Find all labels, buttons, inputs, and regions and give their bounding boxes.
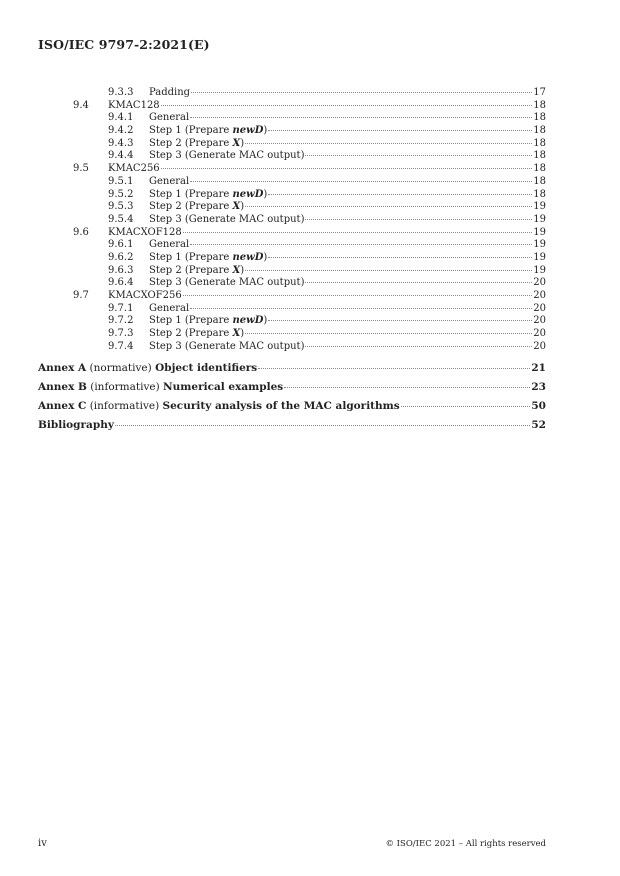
dot-leader [258, 368, 530, 369]
dot-leader [305, 282, 532, 283]
annex-title [38, 378, 283, 397]
toc-entry-title-text: Step 1 (Prepare [149, 188, 233, 200]
toc-entry[interactable] [38, 227, 546, 240]
toc-entry-page: 19 [533, 251, 546, 263]
annex-label: Bibliography [38, 418, 114, 431]
toc-entry-number: 9.4.3 [108, 137, 134, 149]
toc-entry-number: 9.6.1 [108, 239, 134, 251]
toc-entry-title [149, 315, 267, 328]
toc-entry-title [108, 290, 182, 303]
toc-entry-title-suffix: ) [240, 264, 245, 276]
toc-entry-title [108, 227, 182, 240]
annex-name: Numerical examples [163, 381, 284, 394]
toc-entry-title [108, 100, 160, 113]
toc-entry[interactable] [38, 277, 546, 290]
dot-leader [268, 257, 532, 258]
toc-entry-title-text: Step 1 (Prepare [149, 125, 233, 137]
toc-entry-title-text: KMAC256 [108, 163, 160, 175]
toc-entry[interactable] [38, 303, 546, 316]
toc-entry-title-text: Step 2 (Prepare [149, 328, 233, 340]
toc-annex-entry[interactable] [38, 359, 546, 378]
toc-entry[interactable] [38, 214, 546, 227]
toc-entry-page: 18 [533, 163, 546, 175]
toc-entry-title-text: Step 1 (Prepare [149, 315, 233, 327]
toc-entry[interactable] [38, 87, 546, 100]
toc-entry[interactable] [38, 138, 546, 151]
toc-entry-title-text: Step 2 (Prepare [149, 264, 233, 276]
toc-entry-page: 20 [533, 315, 546, 327]
toc-entry[interactable] [38, 290, 546, 303]
toc-entry-number: 9.4.2 [108, 125, 134, 137]
toc-entry-number: 9.4.1 [108, 112, 134, 124]
annex-page: 52 [531, 418, 546, 431]
dot-leader [161, 168, 533, 169]
toc-annex-entry[interactable] [38, 378, 546, 397]
dot-leader [305, 346, 532, 347]
toc-entry-title-text: General [149, 239, 190, 251]
toc-entry-variable: newD [232, 125, 264, 137]
toc-entry-number: 9.7.3 [108, 328, 134, 340]
toc-entry[interactable] [38, 150, 546, 163]
toc-entry-page: 18 [533, 175, 546, 187]
dot-leader [190, 308, 532, 309]
annex-page: 23 [531, 381, 546, 394]
annex-page: 50 [531, 399, 546, 412]
toc-annex-entry[interactable] [38, 416, 546, 435]
dot-leader [305, 155, 532, 156]
annex-title [38, 359, 257, 378]
toc-entry-page: 18 [533, 112, 546, 124]
toc-entry-title [149, 150, 304, 163]
toc-entry-title [149, 112, 189, 125]
toc-entry-title [149, 138, 244, 151]
toc-entry-page: 18 [533, 125, 546, 137]
dot-leader [190, 244, 532, 245]
dot-leader [401, 406, 531, 407]
annex-name: Security analysis of the MAC algorithms [162, 399, 400, 412]
toc-entry-title [108, 163, 160, 176]
toc-entry-title [149, 176, 189, 189]
toc-entry-number: 9.7 [73, 290, 89, 301]
dot-leader [245, 143, 532, 144]
toc-entry-title [149, 239, 189, 252]
toc-entry-title [149, 341, 304, 354]
toc-entry-page: 20 [533, 277, 546, 289]
toc-entry-page: 17 [533, 87, 546, 98]
toc-entry-number: 9.6.3 [108, 264, 134, 276]
toc-entry-page: 18 [533, 99, 546, 111]
toc-entry-variable: X [232, 137, 241, 149]
toc-entry-variable: X [232, 264, 241, 276]
toc-entry-page: 20 [533, 328, 546, 340]
toc-entry[interactable] [38, 239, 546, 252]
toc-entry-title-text: General [149, 112, 190, 124]
toc-entry-title-suffix: ) [263, 188, 268, 200]
toc-entry-title [149, 252, 267, 265]
toc-entry-title-text: Step 3 (Generate MAC output) [149, 340, 305, 352]
toc-entry[interactable] [38, 315, 546, 328]
dot-leader [183, 232, 533, 233]
toc-entry[interactable] [38, 176, 546, 189]
toc-entry-title [149, 265, 244, 278]
dot-leader [284, 387, 530, 388]
toc-entry-title-suffix: ) [240, 328, 245, 340]
toc-entry-page: 20 [533, 302, 546, 314]
annex-label: Annex B [38, 381, 87, 394]
toc-entry-page: 18 [533, 150, 546, 162]
toc-entry-number: 9.6.4 [108, 277, 134, 289]
toc-entry-title [149, 201, 244, 214]
toc-entry-title-text: Padding [149, 87, 191, 98]
annex-name: Object identifiers [155, 362, 258, 375]
toc-entry-title [149, 125, 267, 138]
annex-type: (normative) [86, 362, 156, 375]
toc-entry-number: 9.7.1 [108, 302, 134, 314]
toc-entry-title [149, 328, 244, 341]
toc-entry-number: 9.4 [73, 99, 89, 111]
dot-leader [268, 130, 532, 131]
toc-entry-number: 9.4.4 [108, 150, 134, 162]
toc-entry-title [149, 87, 190, 100]
toc-entry-page: 18 [533, 188, 546, 200]
page-number: iv [38, 838, 47, 849]
annex-title [38, 397, 400, 416]
toc-entry-title [149, 277, 304, 290]
toc-entry-title-text: Step 2 (Prepare [149, 201, 233, 213]
dot-leader [191, 92, 532, 93]
toc-entry-title-text: General [149, 302, 190, 314]
toc-entry[interactable] [38, 125, 546, 138]
toc-entry-title-text: Step 3 (Generate MAC output) [149, 150, 305, 162]
annex-type: (informative) [86, 381, 164, 394]
dot-leader [161, 105, 533, 106]
document-header: ISO/IEC 9797-2:2021(E) [38, 37, 210, 52]
dot-leader [190, 117, 532, 118]
toc-entry-page: 19 [533, 213, 546, 225]
dot-leader [268, 320, 532, 321]
toc-entry-page: 18 [533, 137, 546, 149]
toc-entry-title-suffix: ) [240, 137, 245, 149]
toc-entry-variable: X [232, 201, 241, 213]
toc-entry-title [149, 214, 304, 227]
annex-label: Annex A [38, 362, 87, 375]
toc-entry-number: 9.5.1 [108, 175, 134, 187]
toc-entry-number: 9.7.2 [108, 315, 134, 327]
copyright-notice: © ISO/IEC 2021 – All rights reserved [385, 839, 546, 849]
dot-leader [245, 333, 532, 334]
toc-entry[interactable] [38, 252, 546, 265]
toc-entry-variable: newD [232, 315, 264, 327]
toc-entry[interactable] [38, 112, 546, 125]
annex-page: 21 [531, 362, 546, 375]
toc-entry-title [149, 189, 267, 202]
toc-entry-number: 9.5.4 [108, 213, 134, 225]
toc-entry[interactable] [38, 265, 546, 278]
toc-entry-variable: newD [232, 188, 264, 200]
toc-entry[interactable] [38, 341, 546, 354]
dot-leader [115, 425, 530, 426]
dot-leader [245, 206, 532, 207]
annex-title [38, 416, 114, 435]
toc-entry-variable: X [232, 328, 241, 340]
toc-entry-title-text: General [149, 175, 190, 187]
toc-entry[interactable] [38, 189, 546, 202]
dot-leader [183, 295, 533, 296]
toc-entry[interactable] [38, 100, 546, 113]
toc-entry-variable: newD [232, 251, 264, 263]
toc-entry-title [149, 303, 189, 316]
toc-entry[interactable] [38, 163, 546, 176]
dot-leader [245, 270, 532, 271]
dot-leader [190, 181, 532, 182]
toc-entry-title-text: Step 1 (Prepare [149, 251, 233, 263]
toc-entry-title-text: Step 2 (Prepare [149, 137, 233, 149]
toc-entry-number: 9.6.2 [108, 251, 134, 263]
toc-entry-title-text: KMACXOF128 [108, 226, 182, 238]
annex-type: (informative) [86, 399, 163, 412]
toc-entry[interactable] [38, 201, 546, 214]
toc-entry-page: 19 [533, 264, 546, 276]
toc-entry-number: 9.5.3 [108, 201, 134, 213]
toc-entry-page: 19 [533, 201, 546, 213]
dot-leader [305, 219, 532, 220]
toc-entry-page: 20 [533, 340, 546, 352]
toc-entry-title-text: Step 3 (Generate MAC output) [149, 213, 305, 225]
toc-entry-title-suffix: ) [263, 315, 268, 327]
toc-entry-page: 19 [533, 226, 546, 238]
toc-entry-title-suffix: ) [263, 251, 268, 263]
toc-entry-title-text: KMACXOF256 [108, 290, 182, 301]
toc-entry-number: 9.5.2 [108, 188, 134, 200]
toc-entry-number: 9.7.4 [108, 340, 134, 352]
toc-entry-title-text: KMAC128 [108, 99, 160, 111]
toc-annex-entry[interactable] [38, 397, 546, 416]
toc-entry-page: 19 [533, 239, 546, 251]
toc-entry-title-suffix: ) [263, 125, 268, 137]
toc-entry[interactable] [38, 328, 546, 341]
toc-entry-title-suffix: ) [240, 201, 245, 213]
table-of-contents [38, 87, 546, 434]
toc-entry-page: 20 [533, 290, 546, 301]
dot-leader [268, 194, 532, 195]
toc-entry-number: 9.6 [73, 226, 89, 238]
toc-entry-number: 9.5 [73, 163, 89, 175]
annex-label: Annex C [38, 399, 87, 412]
toc-entry-title-text: Step 3 (Generate MAC output) [149, 277, 305, 289]
toc-entry-number: 9.3.3 [108, 87, 134, 98]
